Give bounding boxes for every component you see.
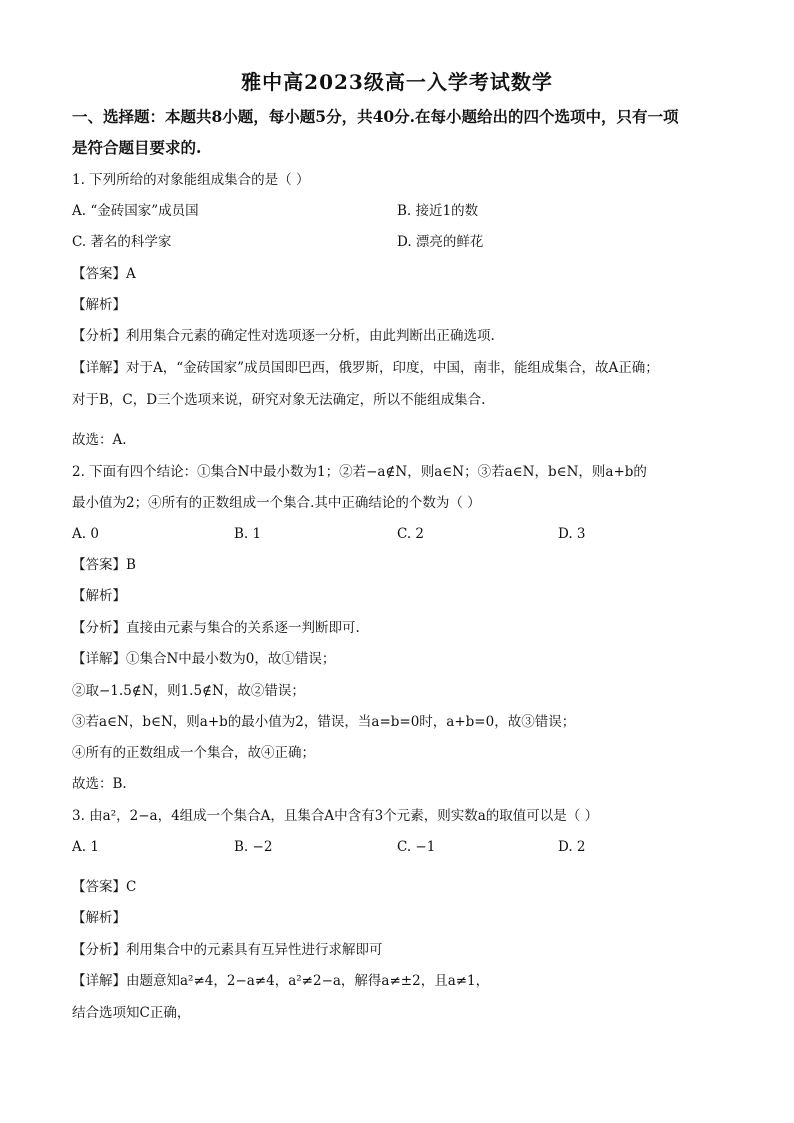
q2-answer: 【答案】B — [72, 557, 136, 573]
q1-xiangjie-1: 【详解】对于A，“金砖国家”成员国即巴西，俄罗斯，印度，中国，南非，能组成集合，故A正确； — [72, 360, 659, 376]
q2-stem-line2: 最小值为2；④所有的正数组成一个集合.其中正确结论的个数为（ ） — [72, 495, 481, 511]
q1-option-a: A. “金砖国家”成员国 — [72, 203, 199, 219]
q1-xiangjie-2: 对于B，C，D三个选项来说，研究对象无法确定，所以不能组成集合. — [72, 392, 486, 408]
page-title: 雅中高2023级高一入学考试数学 — [241, 70, 553, 94]
q1-fenxi: 【分析】利用集合元素的确定性对选项逐一分析，由此判断出正确选项. — [72, 328, 495, 344]
q1-option-b: B. 接近1的数 — [397, 203, 479, 219]
q3-option-b: B. −2 — [234, 839, 273, 855]
q1-answer: 【答案】A — [72, 266, 136, 282]
q3-option-c: C. −1 — [397, 839, 436, 855]
q1-option-c: C. 著名的科学家 — [72, 234, 172, 250]
q2-stem-line1: 2. 下面有四个结论：①集合N中最小数为1；②若−a∉N，则a∈N；③若a∈N，b∈N，则a+b的 — [72, 464, 647, 480]
q1-option-d: D. 漂亮的鲜花 — [397, 234, 484, 250]
q2-option-b: B. 1 — [234, 526, 262, 542]
q2-option-d: D. 3 — [558, 526, 586, 542]
q2-choose: 故选：B. — [72, 776, 127, 792]
q2-detail-4: ④所有的正数组成一个集合，故④正确； — [72, 745, 315, 761]
q3-option-a: A. 1 — [72, 839, 99, 855]
q2-detail-1: 【详解】①集合N中最小数为0，故①错误； — [72, 651, 336, 667]
q3-analysis-label: 【解析】 — [72, 910, 126, 926]
q2-analysis-label: 【解析】 — [72, 588, 126, 604]
q2-detail-2: ②取−1.5∉N，则1.5∉N，故②错误； — [72, 683, 305, 699]
q2-option-a: A. 0 — [72, 526, 99, 542]
q3-detail-2: 结合选项知C正确， — [72, 1005, 191, 1021]
section-heading-line1: 一、选择题：本题共8小题，每小题5分，共40分.在每小题给出的四个选项中，只有一项 — [72, 107, 679, 126]
q3-stem: 3. 由a²，2−a，4组成一个集合A，且集合A中含有3个元素，则实数a的取值可以是（ ） — [72, 808, 599, 824]
q1-stem: 1. 下列所给的对象能组成集合的是（ ） — [72, 172, 310, 188]
section-heading-line2: 是符合题目要求的. — [72, 138, 202, 157]
q3-option-d: D. 2 — [558, 839, 586, 855]
q2-option-c: C. 2 — [397, 526, 425, 542]
q3-fenxi: 【分析】利用集合中的元素具有互异性进行求解即可 — [72, 942, 383, 958]
q1-choose: 故选：A. — [72, 432, 127, 448]
q3-detail-1: 【详解】由题意知a²≠4，2−a≠4，a²≠2−a，解得a≠±2，且a≠1， — [72, 973, 490, 989]
q3-answer: 【答案】C — [72, 879, 137, 895]
q1-analysis-label: 【解析】 — [72, 297, 126, 313]
q2-detail-3: ③若a∈N，b∈N，则a+b的最小值为2，错误，当a=b=0时，a+b=0，故③错误； — [72, 714, 576, 730]
q2-fenxi: 【分析】直接由元素与集合的关系逐一判断即可. — [72, 620, 360, 636]
